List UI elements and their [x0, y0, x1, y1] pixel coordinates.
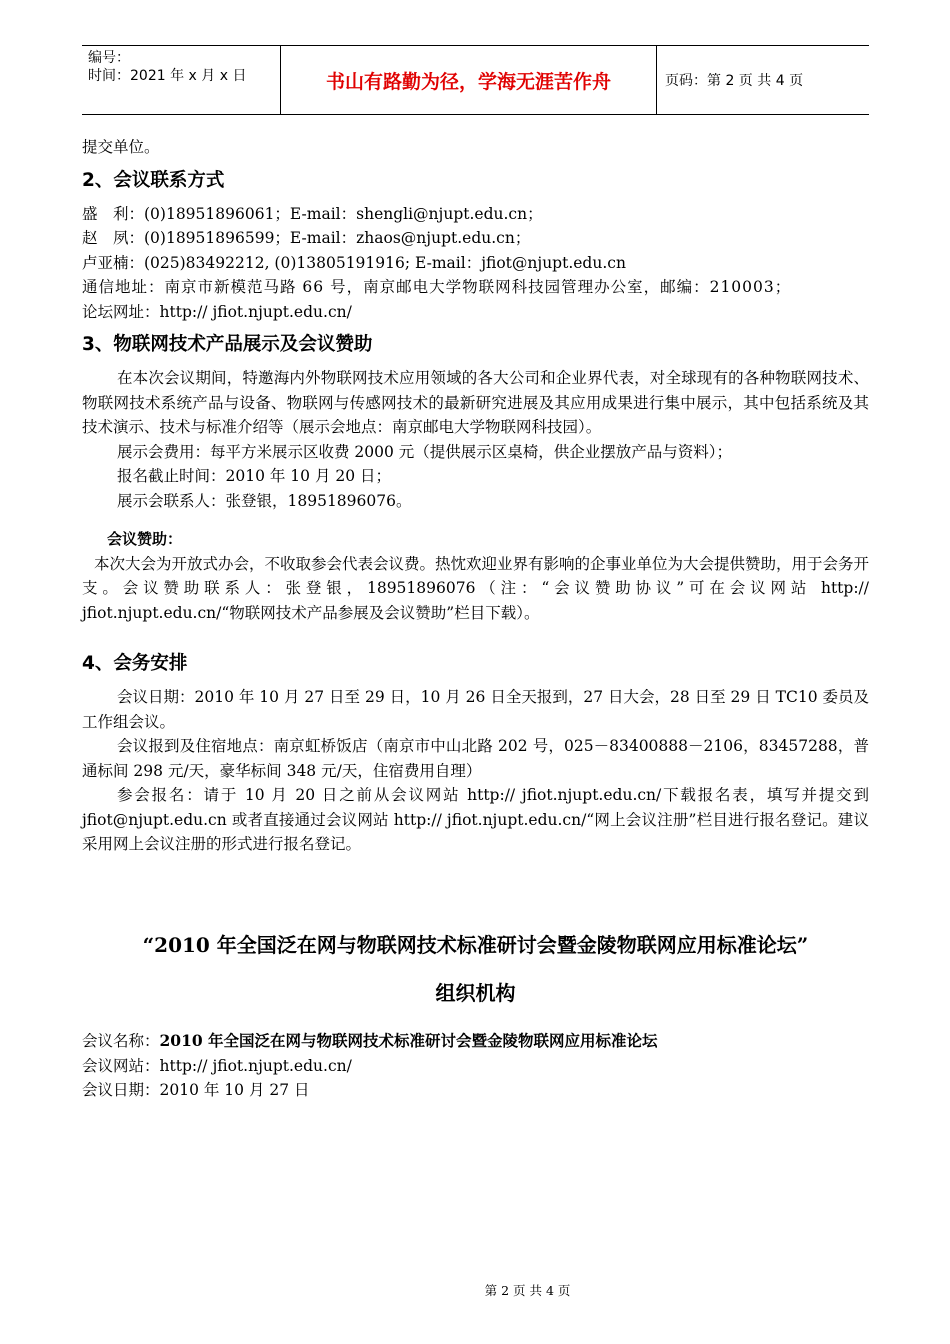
- header-time: 时间：2021 年 x 月 x 日: [88, 68, 247, 84]
- section3-heading: 3、物联网技术产品展示及会议赞助: [82, 334, 373, 355]
- forum-url-line: 论坛网址：http:// jfiot.njupt.edu.cn/: [82, 302, 352, 321]
- header-meta: [82, 46, 281, 114]
- section2-heading: 2、会议联系方式: [82, 169, 225, 191]
- meeting-venue: 会议报到及住宿地点：南京虹桥饭店（南京市中山北路 202 号，025－83400888－2106，83457288，普通标间 298 元/天，豪华标间 348 元/天，住宿费用自理）: [82, 737, 869, 780]
- contact-line: 卢亚楠：(025)83492212, (0)13805191916; E-mail：jfiot@njupt.edu.cn: [82, 253, 626, 272]
- header-number: 编号：: [88, 50, 130, 66]
- meeting-date: 会议日期：2010 年 10 月 27 日: [82, 1081, 310, 1099]
- sponsor-heading: 会议赞助：: [107, 530, 183, 548]
- page-footer: 第 2 页 共 4 页: [484, 1283, 571, 1298]
- expo-contact: 展示会联系人：张登银，18951896076。: [117, 491, 412, 510]
- expo-paragraph: 在本次会议期间，特邀海内外物联网技术应用领域的各大公司和企业界代表，对全球现有的各种物联网技术、物联网技术系统产品与设备、物联网与传感网技术的最新研究进展及其应用成果进行集中展示，其中包括系统及其技术演示、技术与标准介绍等（展示会地点：南京邮电大学物联网科技园）。: [82, 369, 869, 436]
- meeting-name-label: 会议名称：: [82, 1032, 160, 1050]
- meeting-name-value: 2010 年全国泛在网与物联网技术标准研讨会暨金陵物联网应用标准论坛: [159, 1031, 658, 1050]
- org-big-title: “2010 年全国泛在网与物联网技术标准研讨会暨金陵物联网应用标准论坛”: [142, 932, 809, 957]
- meeting-name-line: [82, 1029, 869, 1054]
- contact-line: 盛 利：(0)18951896061；E-mail：shengli@njupt.edu.cn；: [82, 204, 543, 223]
- org-subtitle: 组织机构: [435, 980, 516, 1005]
- intro-line: 提交单位。: [82, 138, 160, 156]
- section4-heading: 4、会务安排: [82, 653, 188, 674]
- document-body: [82, 135, 869, 1103]
- sponsor-paragraph: 本次大会为开放式办会，不收取参会代表会议费。热忱欢迎业界有影响的企事业单位为大会提供赞助，用于会务开支。会议赞助联系人：张登银，18951896076（注：“会议赞助协议”可在会议网站 http:// jfiot.njupt.edu.cn/“物联网技术产品参展及会议赞助”栏目下载）。: [82, 554, 870, 622]
- expo-deadline: 报名截止时间：2010 年 10 月 20 日；: [117, 467, 392, 485]
- header-motto: 书山有路勤为径，学海无涯苦作舟: [281, 46, 657, 114]
- expo-fee: 展示会费用：每平方米展示区收费 2000 元（提供展示区桌椅，供企业摆放产品与资料）；: [117, 442, 733, 461]
- meeting-dates: 会议日期：2010 年 10 月 27 日至 29 日，10 月 26 日全天报到，27 日大会，28 日至 29 日 TC10 委员及工作组会议。: [82, 688, 869, 731]
- meeting-site: 会议网站：http:// jfiot.njupt.edu.cn/: [82, 1056, 352, 1075]
- contact-line: 赵 夙：(0)18951896599；E-mail：zhaos@njupt.edu.cn；: [82, 229, 531, 247]
- meeting-registration: 参会报名：请于 10 月 20 日之前从会议网站 http:// jfiot.njupt.edu.cn/下载报名表，填写并提交到 jfiot@njupt.edu.cn 或者直接通过会议网站 http:// jfiot.njupt.edu.cn/“网上会议注册”栏目进行报名登记。建议采用网上会议注册的形式进行报名登记。: [82, 786, 869, 853]
- address-line: 通信地址：南京市新模范马路 66 号，南京邮电大学物联网科技园管理办公室，邮编：210003；: [82, 278, 792, 296]
- page-header: [82, 45, 869, 115]
- header-page-label: 页码：第 2 页 共 4 页: [665, 73, 804, 89]
